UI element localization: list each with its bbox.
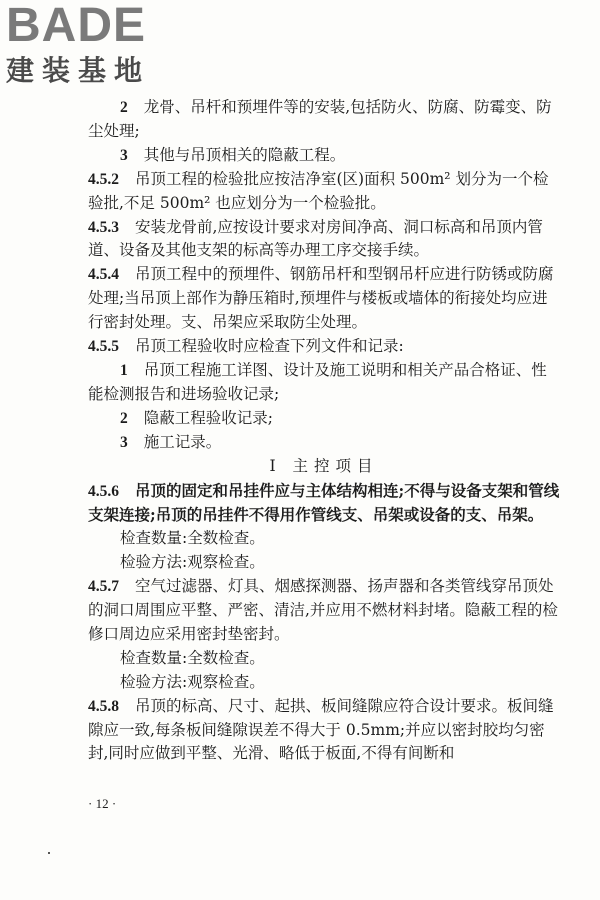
logo-cjk-text: 建装基地	[6, 54, 151, 87]
clause-4-5-8: 4.5.8 吊顶的标高、尺寸、起拱、板间缝隙应符合设计要求。板间缝隙应一致,每条板间缝隙误差不得大于 0.5mm;并应以密封胶均匀密封,同时应做到平整、光滑、略低于板面,不得有间断和	[88, 696, 554, 763]
list-item: 3 其他与吊顶相关的隐蔽工程。	[120, 145, 346, 164]
clause-4-5-3: 4.5.3 安装龙骨前,应按设计要求对房间净高、洞口标高和吊顶内管道、设备及其他支架的标高等办理工序交接手续。	[88, 217, 543, 260]
inspection-method: 检验方法:观察检查。	[120, 553, 265, 572]
document-body	[88, 96, 560, 766]
list-item: 2 隐蔽工程验收记录;	[120, 408, 273, 427]
list-item: 3 施工记录。	[120, 432, 222, 451]
bade-logo	[6, 2, 150, 88]
scan-speck	[48, 852, 50, 854]
list-item: 2 龙骨、吊杆和预埋件等的安装,包括防火、防腐、防霉变、防尘处理;	[88, 98, 552, 140]
clause-4-5-6: 4.5.6 吊顶的固定和吊挂件应与主体结构相连;不得与设备支架和管线支架连接;吊顶的吊挂件不得用作管线支、吊架或设备的支、吊架。	[88, 480, 560, 525]
section-heading: Ⅰ 主控项目	[269, 456, 379, 475]
clause-4-5-4: 4.5.4 吊顶工程中的预埋件、钢筋吊杆和型钢吊杆应进行防锈或防腐处理;当吊顶上部作为静压箱时,预埋件与楼板或墙体的衔接处均应进行密封处理。支、吊架应采取防尘处理。	[88, 265, 554, 332]
inspection-quantity: 检查数量:全数检查。	[120, 529, 265, 548]
inspection-method: 检验方法:观察检查。	[120, 672, 265, 691]
page-number: · 12 ·	[88, 796, 117, 811]
inspection-quantity: 检查数量:全数检查。	[120, 648, 265, 667]
clause-4-5-2: 4.5.2 吊顶工程的检验批应按洁净室(区)面积 500m² 划分为一个检验批,不足 500m² 也应划分为一个检验批。	[88, 169, 549, 212]
logo-latin-text: BADE	[6, 0, 147, 52]
list-item: 1 吊顶工程施工详图、设计及施工说明和相关产品合格证、性能检测报告和进场验收记录;	[88, 360, 547, 403]
clause-4-5-5: 4.5.5 吊顶工程验收时应检查下列文件和记录:	[88, 337, 404, 356]
clause-4-5-7: 4.5.7 空气过滤器、灯具、烟感探测器、扬声器和各类管线穿吊顶处的洞口周围应平整、严密、清洁,并应用不燃材料封堵。隐蔽工程的检修口周边应采用密封垫密封。	[88, 577, 558, 643]
